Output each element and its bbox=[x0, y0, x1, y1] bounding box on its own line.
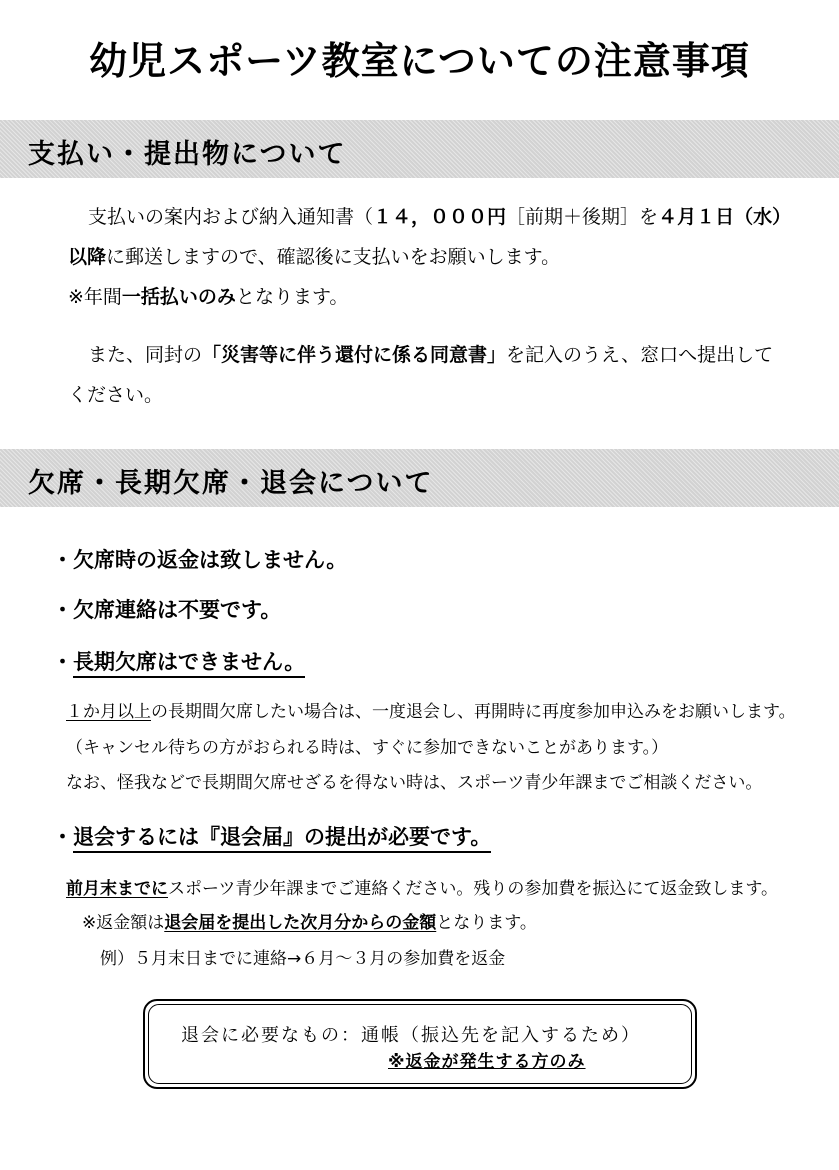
page-title: 幼児スポーツ教室についての注意事項 bbox=[89, 39, 750, 83]
section-header-absence bbox=[0, 449, 839, 507]
bullet-no-refund: ・欠席時の返金は致しません。 bbox=[52, 548, 348, 572]
bullet-withdrawal: ・退会するには『退会届』の提出が必要です。 bbox=[52, 821, 491, 851]
bullet-no-long-absence: ・長期欠席はできません。 bbox=[52, 646, 305, 676]
payment-note: ※年間一括払いのみとなります。 bbox=[68, 286, 349, 308]
withdrawal-line2: ※返金額は退会届を提出した次月分からの金額となります。 bbox=[82, 913, 537, 933]
bullet-no-contact: ・欠席連絡は不要です。 bbox=[52, 598, 282, 622]
amount: １４，０００円 bbox=[373, 206, 507, 228]
consent-paragraph-line1: また、同封の「災害等に伴う還付に係る同意書」を記入のうえ、窓口へ提出して bbox=[88, 344, 774, 366]
payment-paragraph-line1: 支払いの案内および納入通知書（１４，０００円［前期＋後期］を４月１日（水） bbox=[88, 206, 792, 228]
withdrawal-example: 例）５月末日までに連絡→６月～３月の参加費を返金 bbox=[100, 949, 506, 969]
section-heading: 欠席・長期欠席・退会について bbox=[28, 468, 434, 499]
long-absence-line3: なお、怪我などで長期間欠席せざるを得ない時は、スポーツ青少年課までご相談ください。 bbox=[66, 773, 763, 793]
payment-paragraph-line2: 以降に郵送しますので、確認後に支払いをお願いします。 bbox=[68, 246, 561, 268]
withdrawal-line1: 前月末までにスポーツ青少年課までご連絡ください。残りの参加費を振込にて返金致します。 bbox=[66, 879, 778, 899]
section-heading: 支払い・提出物について bbox=[28, 139, 347, 170]
long-absence-line2: （キャンセル待ちの方がおられる時は、すぐに参加できないことがあります。） bbox=[66, 738, 669, 758]
requirements-text: 退会に必要なもの：通帳（振込先を記入するため） bbox=[181, 1025, 641, 1046]
section-header-payment bbox=[0, 120, 839, 178]
requirements-box bbox=[143, 999, 697, 1089]
long-absence-line1: １か月以上の長期間欠席したい場合は、一度退会し、再開時に再度参加申込みをお願いします。 bbox=[66, 702, 796, 722]
requirements-note: ※返金が発生する方のみ bbox=[388, 1052, 586, 1072]
date: ４月１日（水） bbox=[658, 206, 792, 228]
consent-paragraph-line2: ください。 bbox=[68, 384, 164, 406]
